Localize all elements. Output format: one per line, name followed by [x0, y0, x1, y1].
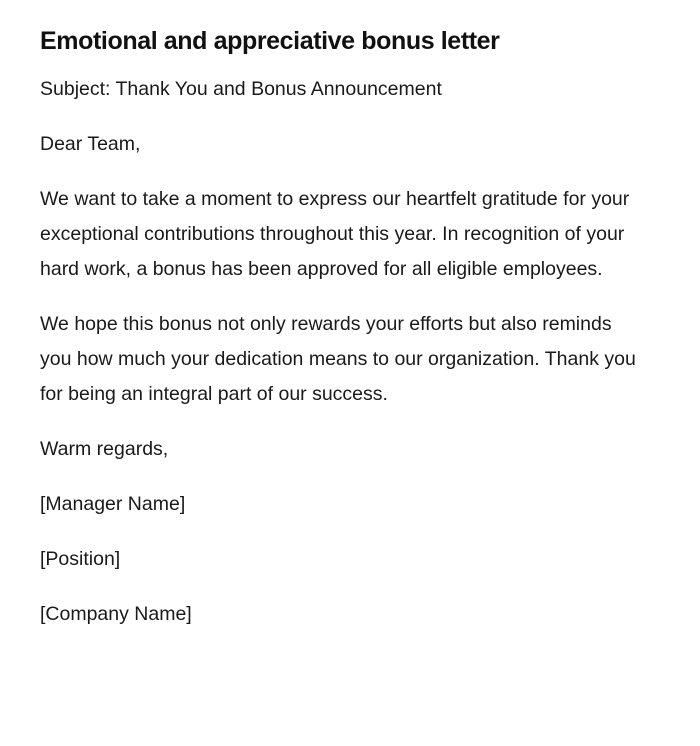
document-title: Emotional and appreciative bonus letter [40, 27, 500, 55]
signature-manager-name: [Manager Name] [40, 493, 186, 515]
signature-company-name: [Company Name] [40, 603, 192, 625]
subject-line: Subject: Thank You and Bonus Announcement [40, 78, 442, 100]
body-paragraph-1: We want to take a moment to express our heartfelt gratitude for your exceptional contributions throughout this year. In recognition of your hard work, a bonus has been approved for all eligible employees. [40, 188, 630, 280]
signature-position: [Position] [40, 548, 121, 570]
closing-line: Warm regards, [40, 438, 169, 460]
greeting: Dear Team, [40, 133, 141, 155]
letter-document [40, 24, 640, 652]
body-paragraph-2: We hope this bonus not only rewards your efforts but also reminds you how much your dedication means to our organization. Thank you for being an integral part of our success. [40, 313, 636, 405]
